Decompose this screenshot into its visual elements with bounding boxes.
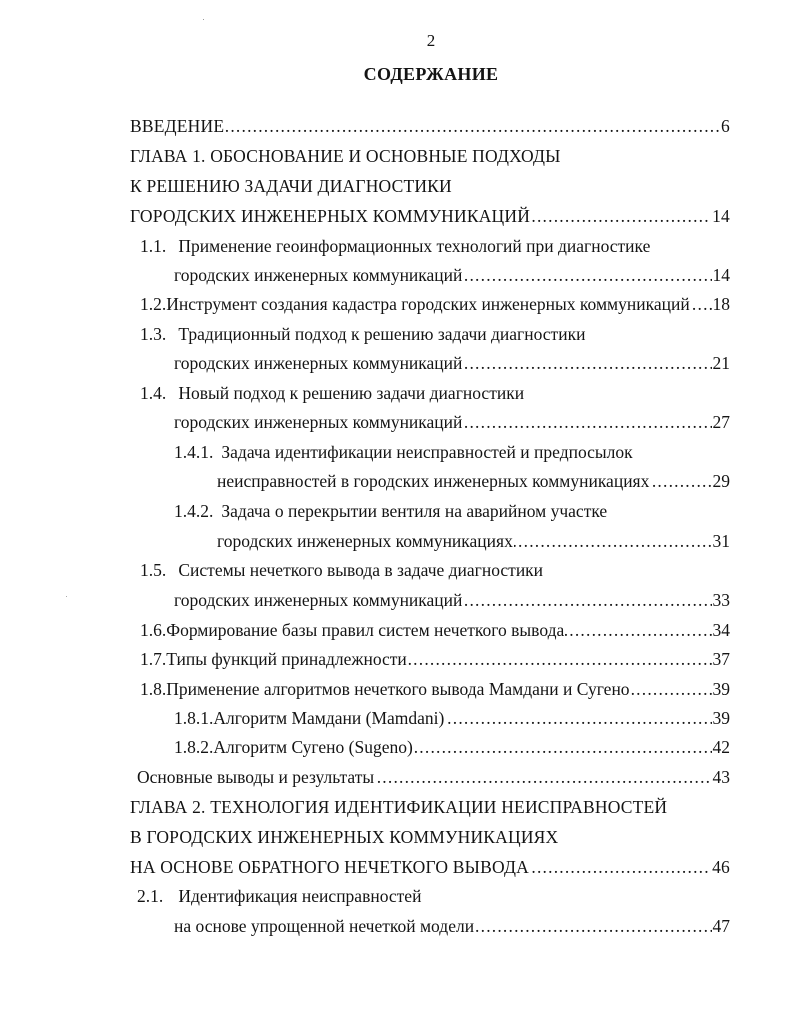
toc-section-1-6[interactable] (140, 618, 730, 642)
toc-chapter-1-line-2[interactable]: К РЕШЕНИЮ ЗАДАЧИ ДИАГНОСТИКИ (130, 176, 452, 196)
toc-entry-page: 46 (712, 857, 730, 877)
toc-entry-title: Формирование базы правил систем нечеткого вывода (166, 620, 565, 640)
toc-entry-title: Основные выводы и результаты (137, 767, 375, 787)
toc-entry-title: Алгоритм Мамдани (Mamdani) (213, 708, 445, 728)
section-title: Идентификация неисправностей (178, 886, 422, 906)
section-title: Традиционный подход к решению задачи диагностики (178, 324, 586, 344)
toc-entry-page: 34 (712, 620, 730, 640)
toc-section-1-4[interactable] (140, 381, 524, 405)
toc-subsection-1-8-2[interactable] (174, 735, 730, 759)
toc-entry-page: 39 (712, 708, 730, 728)
toc-entry-page: 18 (712, 294, 730, 314)
toc-section-2-1[interactable] (137, 884, 421, 908)
toc-entry-page: 39 (712, 679, 730, 699)
section-number: 1.3. (140, 324, 167, 344)
section-title: Новый подход к решению задачи диагностики (178, 383, 525, 403)
toc-entry-title: ГОРОДСКИХ ИНЖЕНЕРНЫХ КОММУНИКАЦИЙ (130, 206, 531, 226)
toc-section-1-4-cont[interactable] (174, 410, 730, 434)
section-number: 1.4. (140, 383, 167, 403)
toc-subsection-1-4-1-cont[interactable] (217, 469, 730, 493)
page-title: СОДЕРЖАНИЕ (363, 64, 499, 84)
scan-speck (203, 19, 204, 20)
toc-subsection-1-4-2[interactable] (174, 499, 607, 523)
section-number: 2.1. (137, 886, 164, 906)
toc-section-1-1[interactable] (140, 234, 650, 258)
section-title: Задача о перекрытии вентиля на аварийном участке (221, 501, 608, 521)
section-number: 1.8.1. (174, 708, 214, 728)
toc-section-1-8[interactable] (140, 677, 730, 701)
toc-section-1-2[interactable] (140, 292, 730, 316)
toc-entry-page: 27 (712, 412, 730, 432)
page-number: 2 (426, 31, 436, 50)
section-number: 1.8. (140, 679, 167, 699)
toc-chapter-1-line-3[interactable] (130, 204, 730, 228)
toc-subsection-1-8-1[interactable] (174, 706, 730, 730)
toc-entry-conclusions[interactable] (137, 765, 730, 789)
toc-entry-title: городских инженерных коммуникаций (174, 590, 463, 610)
toc-entry-title: Инструмент создания кадастра городских инженерных коммуникаций (166, 294, 690, 314)
toc-entry-title: городских инженерных коммуникаций (174, 353, 463, 373)
toc-subsection-1-4-2-cont[interactable] (217, 529, 730, 553)
section-title: Системы нечеткого вывода в задаче диагностики (178, 560, 544, 580)
toc-entry-page: 14 (712, 265, 730, 285)
toc-section-2-1-cont[interactable] (174, 914, 730, 938)
section-number: 1.2. (140, 294, 167, 314)
section-number: 1.6. (140, 620, 167, 640)
toc-entry-page: 33 (712, 590, 730, 610)
section-number: 1.1. (140, 236, 167, 256)
toc-entry-title: городских инженерных коммуникаций (174, 265, 463, 285)
toc-entry-title: Типы функций принадлежности (166, 649, 407, 669)
toc-subsection-1-4-1[interactable] (174, 440, 633, 464)
toc-entry-title: неисправностей в городских инженерных коммуникациях (217, 471, 650, 491)
section-number: 1.5. (140, 560, 167, 580)
toc-section-1-3-cont[interactable] (174, 351, 730, 375)
toc-entry-page: 29 (712, 471, 730, 491)
toc-chapter-2-line-3[interactable] (130, 855, 730, 879)
toc-section-1-5[interactable] (140, 558, 543, 582)
section-title: Применение геоинформационных технологий при диагностике (178, 236, 651, 256)
toc-section-1-7[interactable] (140, 647, 730, 671)
toc-entry-page: 43 (712, 767, 730, 787)
toc-entry-title: НА ОСНОВЕ ОБРАТНОГО НЕЧЕТКОГО ВЫВОДА (130, 857, 529, 877)
toc-entry-page: 21 (712, 353, 730, 373)
toc-chapter-2-line-1[interactable]: ГЛАВА 2. ТЕХНОЛОГИЯ ИДЕНТИФИКАЦИИ НЕИСПРАВНОСТЕЙ (130, 797, 668, 817)
section-title: Задача идентификации неисправностей и предпосылок (221, 442, 633, 462)
toc-entry-page: 31 (712, 531, 730, 551)
toc-entry-page: 42 (712, 737, 730, 757)
section-number: 1.7. (140, 649, 167, 669)
toc-entry-title: Алгоритм Сугено (Sugeno) (213, 737, 413, 757)
toc-entry-title: на основе упрощенной нечеткой модели (174, 916, 475, 936)
toc-section-1-1-cont[interactable] (174, 263, 730, 287)
toc-entry-title: городских инженерных коммуникаций (174, 412, 463, 432)
toc-section-1-5-cont[interactable] (174, 588, 730, 612)
toc-entry-page: 6 (721, 116, 730, 136)
toc-entry-title: ВВЕДЕНИЕ (130, 116, 225, 136)
toc-entry-page: 14 (712, 206, 730, 226)
toc-entry-title: городских инженерных коммуникациях (217, 531, 513, 551)
toc-entry-page: 37 (712, 649, 730, 669)
section-number: 1.4.2. (174, 501, 214, 521)
section-number: 1.4.1. (174, 442, 214, 462)
toc-entry-title: Применение алгоритмов нечеткого вывода Мамдани и Сугено (166, 679, 630, 699)
toc-entry-intro[interactable] (130, 114, 730, 138)
toc-section-1-3[interactable] (140, 322, 585, 346)
scan-speck (66, 596, 67, 597)
toc-chapter-2-line-2[interactable]: В ГОРОДСКИХ ИНЖЕНЕРНЫХ КОММУНИКАЦИЯХ (130, 827, 559, 847)
toc-chapter-1-line-1[interactable]: ГЛАВА 1. ОБОСНОВАНИЕ И ОСНОВНЫЕ ПОДХОДЫ (130, 146, 561, 166)
toc-entry-page: 47 (712, 916, 730, 936)
section-number: 1.8.2. (174, 737, 214, 757)
